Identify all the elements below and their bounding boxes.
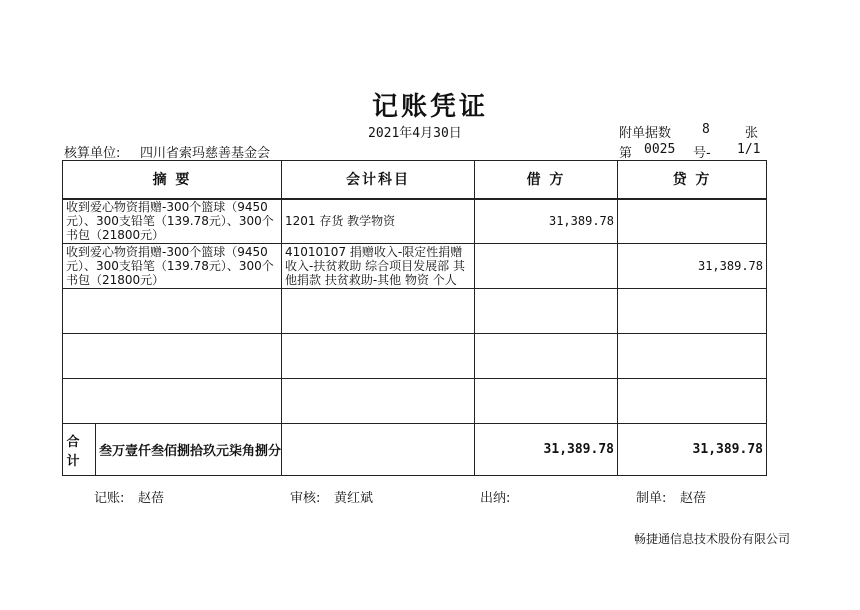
- row-credit: [618, 334, 767, 379]
- voucher-no-mid: 号-: [693, 146, 711, 161]
- total-label: 合计: [63, 424, 96, 475]
- total-in-words: 叁万壹仟叁佰捌拾玖元柒角捌分: [98, 444, 281, 459]
- cashier-label: 出纳:: [480, 491, 511, 506]
- total-row: [63, 424, 767, 476]
- bookkeeper-label: 记账:: [94, 491, 125, 506]
- row-account: [282, 379, 475, 424]
- voucher-no: 0025: [644, 142, 676, 157]
- unit-name: 四川省索玛慈善基金会: [140, 146, 271, 161]
- table-row: [63, 244, 767, 289]
- voucher-no-prefix: 第: [619, 146, 633, 161]
- row-summary: [63, 379, 282, 424]
- attachments-unit: 张: [745, 126, 759, 141]
- table-row: [63, 334, 767, 379]
- auditor-label: 审核:: [290, 491, 321, 506]
- row-debit: [475, 334, 618, 379]
- total-credit: 31,389.78: [618, 424, 767, 476]
- row-summary: 收到爱心物资捐赠-300个篮球（9450元）、300支铅笔（139.78元）、300个书包（21800元）: [66, 200, 274, 243]
- row-account: [282, 334, 475, 379]
- account-header: 会计科目: [282, 161, 475, 199]
- row-debit: [475, 379, 618, 424]
- table-row: [63, 289, 767, 334]
- row-debit: [475, 289, 618, 334]
- row-account: 41010107 捐赠收入-限定性捐赠收入-扶贫救助 综合项目发展部 其他捐款 扶贫救助-其他 物资 个人: [285, 245, 465, 287]
- voucher-title: 记账凭证: [371, 92, 488, 122]
- attachments-label: 附单据数: [619, 126, 672, 141]
- unit-label: 核算单位:: [64, 146, 121, 161]
- row-credit: 31,389.78: [618, 244, 767, 289]
- row-credit: [618, 199, 767, 244]
- attachments-count: 8: [702, 122, 710, 137]
- table-row: [63, 379, 767, 424]
- row-debit: 31,389.78: [475, 199, 618, 244]
- row-account: [282, 289, 475, 334]
- row-credit: [618, 379, 767, 424]
- table-row: [63, 199, 767, 244]
- voucher-table: [62, 160, 767, 476]
- row-account: 1201 存货 教学物资: [285, 214, 396, 229]
- maker-name: 赵蓓: [680, 491, 707, 506]
- row-credit: [618, 289, 767, 334]
- summary-header: 摘 要: [63, 161, 282, 199]
- row-summary: 收到爱心物资捐赠-300个篮球（9450元）、300支铅笔（139.78元）、300个书包（21800元）: [66, 245, 274, 287]
- row-debit: [475, 244, 618, 289]
- total-debit: 31,389.78: [475, 424, 618, 476]
- table-header-row: [63, 161, 767, 199]
- row-summary: [63, 334, 282, 379]
- bookkeeper-name: 赵蓓: [138, 491, 165, 506]
- maker-label: 制单:: [636, 491, 667, 506]
- voucher-page: 1/1: [737, 142, 761, 157]
- credit-header: 贷 方: [618, 161, 767, 199]
- debit-header: 借 方: [475, 161, 618, 199]
- voucher-date: 2021年4月30日: [368, 126, 462, 141]
- row-summary: [63, 289, 282, 334]
- software-company: 畅捷通信息技术股份有限公司: [634, 532, 791, 546]
- auditor-name: 黄红斌: [334, 491, 374, 506]
